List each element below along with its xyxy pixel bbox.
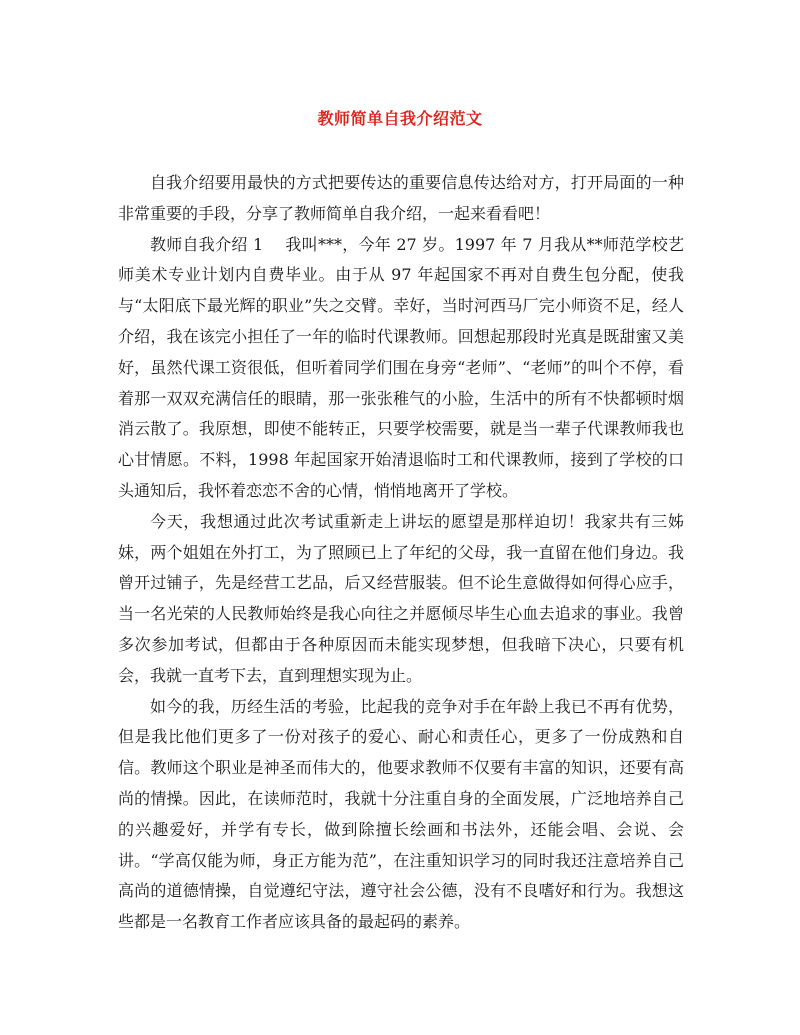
- body-paragraph-1: [118, 230, 684, 507]
- body-paragraph-2: 今天，我想通过此次考试重新走上讲坛的愿望是那样迫切！我家共有三姊妹，两个姐姐在外打工，为了照顾已上了年纪的父母，我一直留在他们身边。我曾开过铺子，先是经营工艺品，后又经营服装。但不论生意做得如何得心应手，当一名光荣的人民教师始终是我心向往之并愿倾尽毕生心血去追求的事业。我曾多次参加考试，但都由于各种原因而未能实现梦想，但我暗下决心，只要有机会，我就一直考下去，直到理想实现为止。: [118, 511, 684, 685]
- document-body: [118, 168, 684, 938]
- document-title: 教师简单自我介绍范文: [317, 109, 483, 128]
- body-paragraph-3: 如今的我，历经生活的考验，比起我的竞争对手在年龄上我已不再有优势，但是我比他们更多了一份对孩子的爱心、耐心和责任心，更多了一份成熟和自信。教师这个职业是神圣而伟大的，他要求教师不仅要有丰富的知识，还要有高尚的情操。因此，在读师范时，我就十分注重自身的全面发展，广泛地培养自己的兴趣爱好，并学有专长，做到除擅长绘画和书法外，还能会唱、会说、会讲。“学高仅能为师，身正方能为范”，在注重知识学习的同时我还注意培养自己高尚的道德情操，自觉遵纪守法，遵守社会公德，没有不良嗜好和行为。我想这些都是一名教育工作者应该具备的最起码的素养。: [118, 696, 684, 932]
- section-heading: 教师自我介绍 1: [150, 234, 264, 254]
- intro-paragraph: 自我介绍要用最快的方式把要传达的重要信息传达给对方，打开局面的一种非常重要的手段，分享了教师简单自我介绍，一起来看看吧！: [118, 173, 684, 223]
- body-paragraph-1-text: 我叫***，今年 27 岁。1997 年 7 月我从**师范学校艺师美术专业计划内自费毕业。由于从 97 年起国家不再对自费生包分配，使我与“太阳底下最光辉的职业”失之交臂。幸好，当时河西马厂完小师资不足，经人介绍，我在该完小担任了一年的临时代课教师。回想起那段时光真是既甜蜜又美好，虽然代课工资很低，但听着同学们围在身旁“老师”、“老师”的叫个不停，看着那一双双充满信任的眼睛，那一张张稚气的小脸，生活中的所有不快都顿时烟消云散了。我原想，即使不能转正，只要学校需要，就是当一辈子代课教师我也心甘情愿。不料，1998 年起国家开始清退临时工和代课教师，接到了学校的口头通知后，我怀着恋恋不舍的心情，悄悄地离开了学校。: [118, 234, 684, 500]
